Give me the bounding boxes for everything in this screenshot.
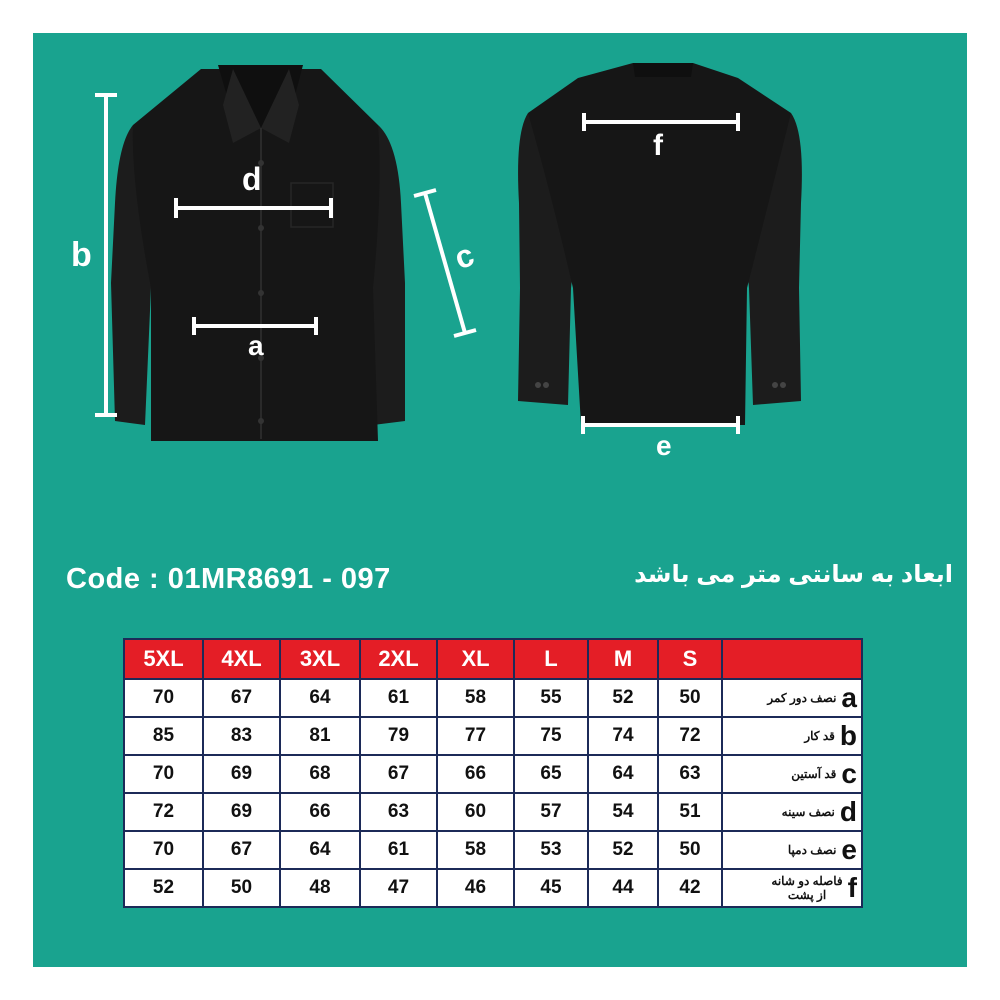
measurement-name-line1: قد آستین [791,767,837,781]
table-cell: 48 [280,869,360,907]
table-cell: 64 [588,755,658,793]
size-header: 2XL [360,639,437,679]
table-cell: 79 [360,717,437,755]
measurement-name [782,805,835,819]
table-cell: 58 [437,679,514,717]
table-row [124,755,862,793]
table-cell: 61 [360,679,437,717]
table-cell: 63 [658,755,722,793]
table-cell: 81 [280,717,360,755]
size-table [123,638,863,908]
table-row [124,679,862,717]
measurement-label [722,717,862,755]
table-cell: 77 [437,717,514,755]
table-cell: 72 [658,717,722,755]
measurement-name-line1: فاصله دو شانه [771,874,843,888]
table-cell: 67 [203,679,280,717]
table-cell: 55 [514,679,588,717]
label-c: c [449,236,479,277]
label-b: b [71,236,92,274]
table-cell: 65 [514,755,588,793]
table-cell: 69 [203,755,280,793]
front-shirt [111,65,405,441]
size-header: XL [437,639,514,679]
measurement-name-line2: از پشت [787,888,827,902]
table-cell: 50 [658,831,722,869]
measurement-letter: f [847,872,857,903]
table-cell: 54 [588,793,658,831]
label-header [722,639,862,679]
table-cell: 85 [124,717,203,755]
measurement-name-line1: قد کار [804,729,835,743]
table-cell: 70 [124,755,203,793]
table-cell: 68 [280,755,360,793]
table-cell: 83 [203,717,280,755]
back-shirt [518,63,802,425]
table-cell: 67 [360,755,437,793]
table-cell: 61 [360,831,437,869]
size-guide-panel [33,33,967,967]
measurement-name-line1: نصف دمپا [787,843,837,857]
table-cell: 75 [514,717,588,755]
table-cell: 50 [658,679,722,717]
table-cell: 70 [124,831,203,869]
size-header: 3XL [280,639,360,679]
measurement-label [722,831,862,869]
measurement-name-line1: نصف دور کمر [767,691,837,705]
table-cell: 57 [514,793,588,831]
table-cell: 69 [203,793,280,831]
size-header: 4XL [203,639,280,679]
table-cell: 66 [280,793,360,831]
table-row [124,869,862,907]
unit-note: ابعاد به سانتی متر می باشد [634,561,953,588]
table-cell: 51 [658,793,722,831]
size-rows [124,679,862,907]
measurement-name [788,843,837,857]
table-row [124,793,862,831]
measurement-letter: c [841,758,857,789]
label-e: e [656,430,672,461]
table-cell: 67 [203,831,280,869]
table-row [124,831,862,869]
table-cell: 58 [437,831,514,869]
measurement-label [722,869,862,907]
table-cell: 46 [437,869,514,907]
size-header: M [588,639,658,679]
table-cell: 53 [514,831,588,869]
table-cell: 63 [360,793,437,831]
size-header: L [514,639,588,679]
table-cell: 52 [124,869,203,907]
table-cell: 70 [124,679,203,717]
table-cell: 74 [588,717,658,755]
table-cell: 64 [280,679,360,717]
measurement-name-line1: نصف سینه [781,805,835,819]
table-cell: 52 [588,679,658,717]
measurement-letter: b [839,720,857,751]
table-cell: 50 [203,869,280,907]
label-f: f [653,129,663,162]
measurement-name [804,729,835,743]
size-header-row [124,639,862,679]
table-cell: 45 [514,869,588,907]
label-a: a [248,330,264,361]
measurement-letter: e [841,834,857,865]
measurement-label [722,755,862,793]
size-header: S [658,639,722,679]
table-cell: 60 [437,793,514,831]
table-cell: 66 [437,755,514,793]
table-row [124,717,862,755]
measurement-letter: d [839,796,857,827]
measurement-label [722,679,862,717]
measurement-letter: a [841,682,857,713]
measurement-label [722,793,862,831]
measurement-name [771,874,842,902]
shirt-diagram [33,33,967,533]
table-cell: 52 [588,831,658,869]
product-code: Code : 01MR8691 - 097 [66,563,391,595]
table-cell: 47 [360,869,437,907]
label-d: d [242,161,262,197]
measurement-name [767,691,836,705]
table-cell: 44 [588,869,658,907]
size-header: 5XL [124,639,203,679]
table-cell: 42 [658,869,722,907]
table-cell: 64 [280,831,360,869]
table-cell: 72 [124,793,203,831]
measurement-name [791,767,836,781]
